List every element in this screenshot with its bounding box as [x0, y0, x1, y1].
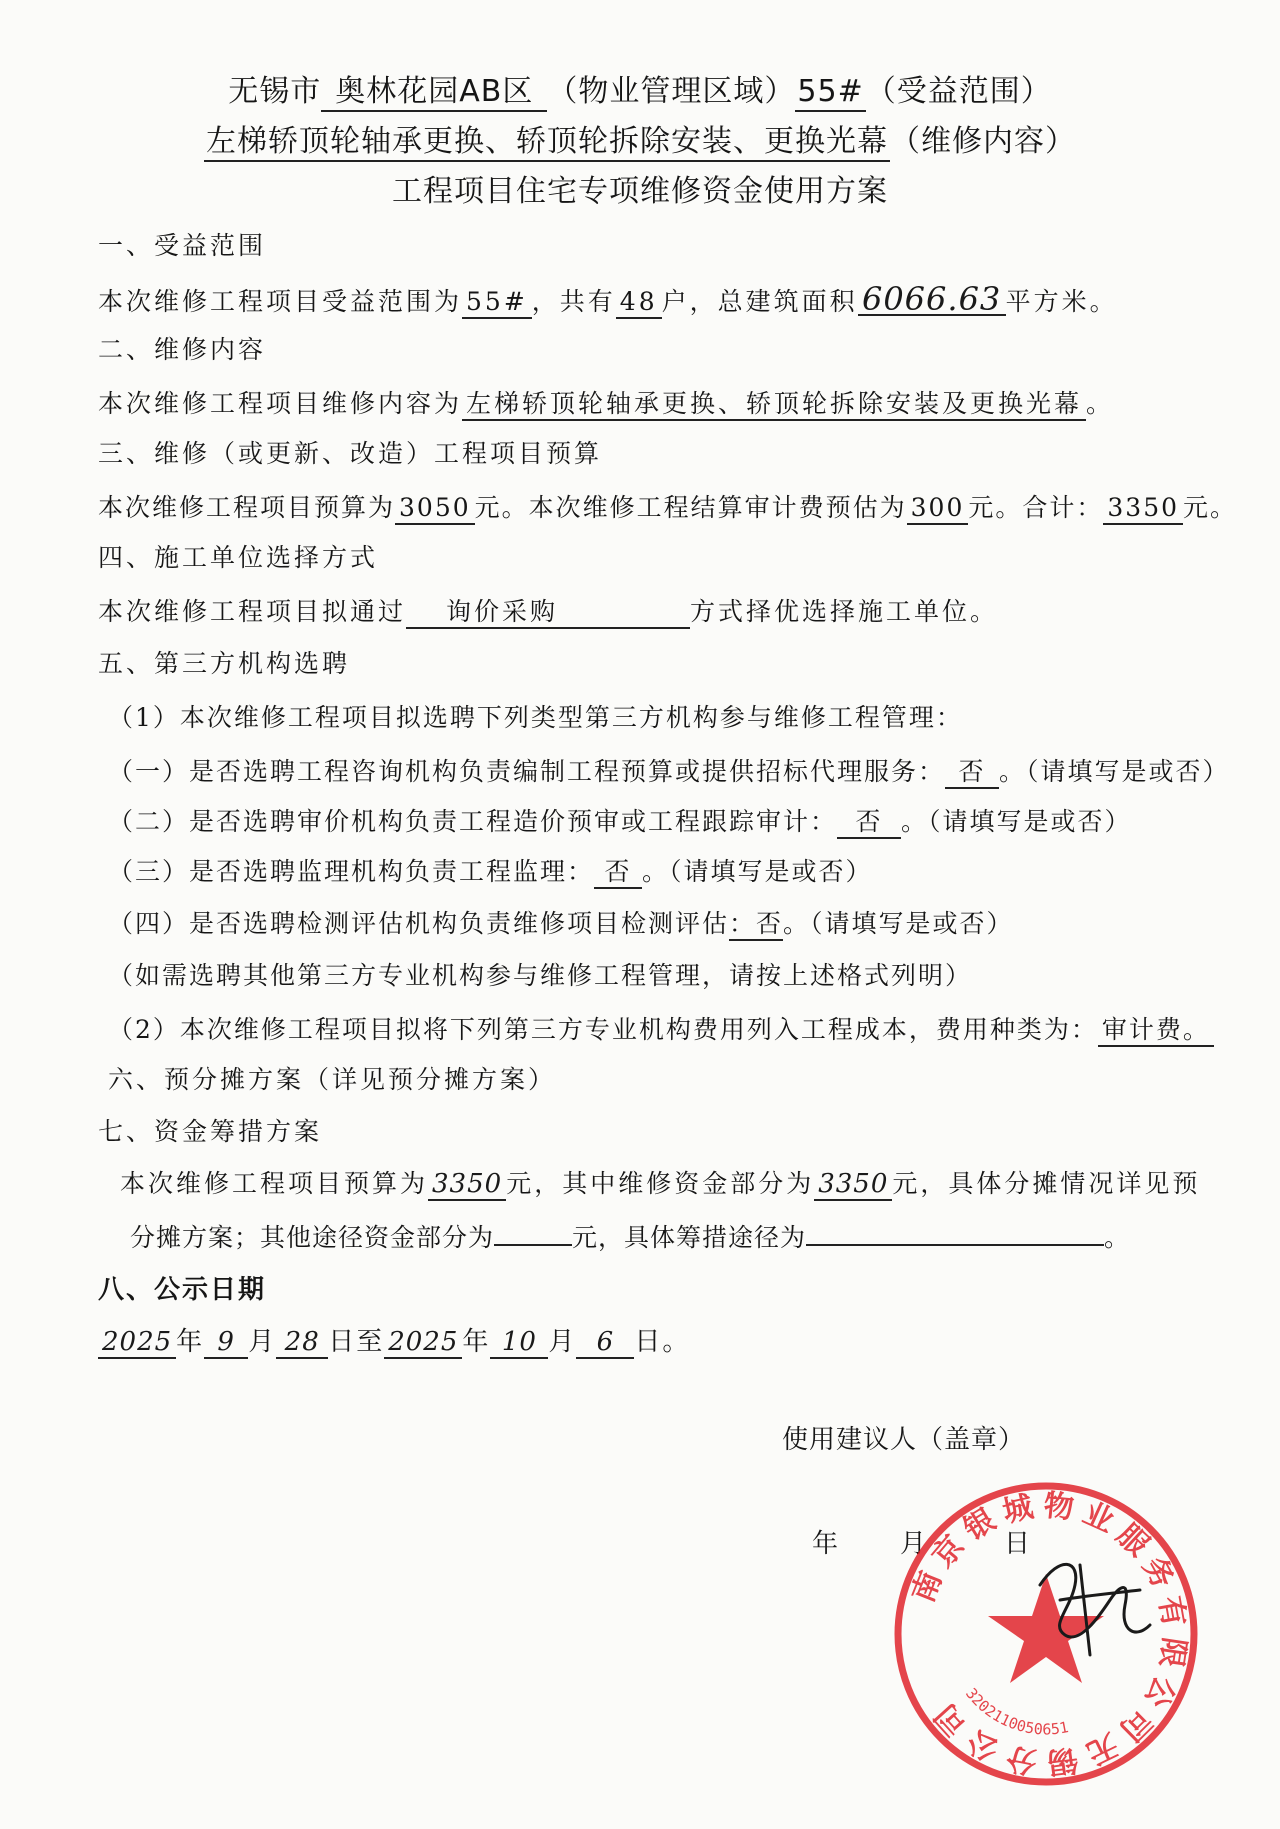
section-5-q4: （四）是否选聘检测评估机构负责维修项目检测评估：否。（请填写是或否）	[108, 908, 1014, 941]
scope-value: 55#	[462, 287, 532, 319]
seal-number: 3202110050651	[961, 1684, 1070, 1739]
section-5-heading: 五、第三方机构选聘	[98, 649, 351, 678]
maintenance-fund-value: 3350	[814, 1169, 892, 1201]
households-value: 48	[616, 287, 662, 319]
section-1-text: 本次维修工程项目受益范围为 55# ，共有 48 户，总建筑面积 6066.63 平方米。	[98, 280, 1118, 318]
answer-4: ：否	[729, 909, 783, 941]
section-2-text: 本次维修工程项目维修内容为 左梯轿顶轮轴承更换、轿顶轮拆除安装及更换光幕 。	[98, 388, 1114, 421]
procurement-method: 询价采购	[406, 597, 690, 629]
start-month: 9	[204, 1327, 248, 1359]
section-3-text: 本次维修工程项目预算为 3050 元。本次维修工程结算审计费预估为 300 元。合计： 3350 元。	[98, 492, 1237, 525]
start-day: 28	[276, 1327, 328, 1359]
section-8-dates: 2025 年 9 月 28 日至 2025 年 10 月 6 日。	[98, 1326, 690, 1359]
footer-day: 日	[1004, 1529, 1034, 1559]
answer-2: 否	[837, 807, 901, 839]
area-value: 6066.63	[858, 284, 1006, 316]
content-value: 左梯轿顶轮轴承更换、轿顶轮拆除安装及更换光幕	[462, 389, 1086, 421]
section-7-text-2: 分摊方案；其他途径资金部分为 元，具体筹措途径为 。	[130, 1223, 1131, 1252]
title-line-1	[0, 72, 1280, 112]
footer-year: 年	[812, 1529, 842, 1559]
section-8-heading: 八、公示日期	[98, 1275, 267, 1305]
footer-month: 月	[900, 1529, 930, 1559]
title-area: 奥林花园AB区	[321, 74, 547, 112]
title-line-3: 工程项目住宅专项维修资金使用方案	[392, 174, 888, 209]
other-fund-method-blank	[806, 1244, 1104, 1246]
section-5-q1: （一）是否选聘工程咨询机构负责编制工程预算或提供招标代理服务： 否 。（请填写是或否）	[108, 756, 1230, 789]
section-7-heading: 七、资金筹措方案	[98, 1117, 323, 1146]
start-year: 2025	[98, 1327, 176, 1359]
other-fund-blank	[494, 1244, 572, 1246]
section-5-line-1: （1）本次维修工程项目拟选聘下列类型第三方机构参与维修工程管理：	[108, 703, 963, 732]
section-2-heading: 二、维修内容	[98, 335, 267, 364]
audit-fee-value: 300	[907, 493, 969, 525]
section-4-text: 本次维修工程项目拟通过 询价采购 方式择优选择施工单位。	[98, 596, 998, 629]
section-7-text-1: 本次维修工程项目预算为 3350 元，其中维修资金部分为 3350 元，具体分摊情况详见预	[120, 1169, 1201, 1199]
title-line-2	[0, 122, 1280, 162]
fee-type: 审计费。	[1098, 1015, 1214, 1047]
end-year: 2025	[384, 1327, 462, 1359]
proposer-label: 使用建议人（盖章）	[782, 1425, 1026, 1455]
section-4-heading: 四、施工单位选择方式	[98, 543, 379, 572]
title-scope: 55#	[795, 74, 865, 112]
section-5-q2: （二）是否选聘审价机构负责工程造价预审或工程跟踪审计： 否 。（请填写是或否）	[108, 806, 1132, 839]
title-area-label: （物业管理区域）	[547, 74, 796, 109]
fund-budget-value: 3350	[428, 1169, 506, 1201]
handwritten-signature	[1020, 1545, 1170, 1665]
section-5-line-2: （2）本次维修工程项目拟将下列第三方专业机构费用列入工程成本，费用种类为： 审计费。	[108, 1014, 1214, 1047]
budget-value: 3050	[395, 493, 475, 525]
answer-1: 否	[945, 757, 999, 789]
total-value: 3350	[1103, 493, 1183, 525]
section-6-heading: 六、预分摊方案（详见预分摊方案）	[108, 1065, 557, 1094]
title-content-label: （维修内容）	[890, 124, 1076, 159]
section-1-heading: 一、受益范围	[98, 231, 267, 260]
section-3-heading: 三、维修（或更新、改造）工程项目预算	[98, 439, 603, 468]
title-city: 无锡市	[228, 74, 322, 109]
title-content: 左梯轿顶轮轴承更换、轿顶轮拆除安装、更换光幕	[204, 124, 890, 162]
section-5-note: （如需选聘其他第三方专业机构参与维修工程管理，请按上述格式列明）	[108, 961, 973, 990]
seal-text: 南京银城物业服务有限公司无锡分公司	[905, 1488, 1192, 1780]
section-5-q3: （三）是否选聘监理机构负责工程监理： 否 。（请填写是或否）	[108, 856, 873, 889]
answer-3: 否	[594, 857, 642, 889]
title-scope-label: （受益范围）	[865, 74, 1052, 109]
end-month: 10	[490, 1327, 548, 1359]
end-day: 6	[576, 1327, 634, 1359]
